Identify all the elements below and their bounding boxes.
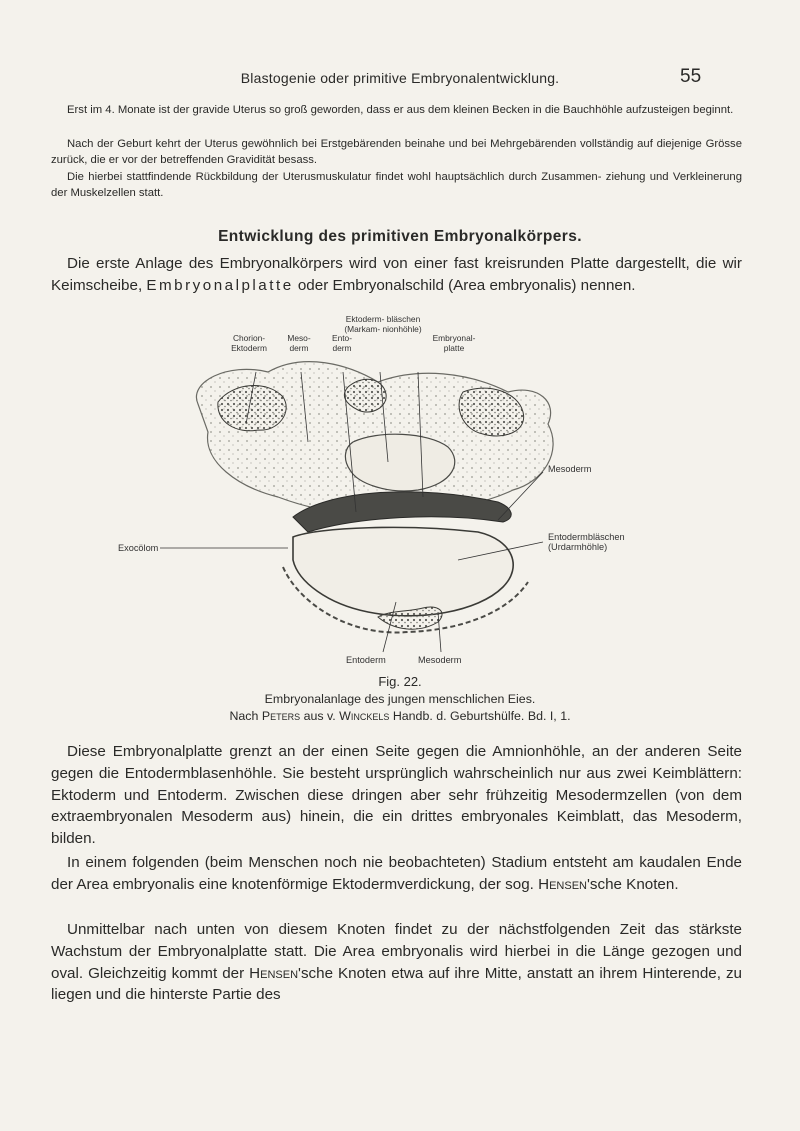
paragraph-wachstum xyxy=(51,919,742,1006)
paragraph-hensen-knoten xyxy=(51,852,742,896)
label-chorion-ektoderm: Chorion- Ektoderm xyxy=(231,333,267,353)
name-hensen-1: Hensen xyxy=(538,875,587,893)
caption-prefix: Nach xyxy=(229,709,262,723)
label-mesoderm-right: Mesoderm xyxy=(548,464,592,474)
page-number: 55 xyxy=(680,66,702,87)
label-mesoderm-top: Meso- derm xyxy=(287,333,311,353)
figure-caption-line-2 xyxy=(0,709,800,723)
intro-paragraph-3: Die hierbei stattfindende Rückbildung der Uterusmuskulatur findet wohl hauptsächlich durch Zusammen- ziehung und Verkleinerung der Muskelzellen statt. xyxy=(51,171,742,199)
entoderm-vesicle xyxy=(293,527,513,615)
caption-author-winckels: Winckels xyxy=(339,709,390,723)
paragraph-keimscheibe-text-a: Die erste Anlage des Embryonalkörpers wird von einer fast kreisrunden Platte dargestellt, die wir Keimscheibe, xyxy=(51,255,742,294)
paragraph-wachstum-text-a: Unmittelbar nach unten von diesem Knoten findet zu der nächstfolgenden Zeit das stärkste Wachstum der Embryonalplatte statt. Die Area embryonalis wird hierbei in die Länge gezogen und oval. Gleichzeitig kommt der xyxy=(51,921,742,982)
label-ektodermblaeschen: Ektoderm- bläschen (Markam- nionhöhle) xyxy=(344,314,422,334)
label-entoderm-bottom: Entoderm xyxy=(346,655,386,665)
figure-embryonal-anlage xyxy=(118,312,678,674)
paragraph-hensen-text-a: In einem folgenden (beim Menschen noch nie beobachteten) Stadium entsteht am kaudalen Ende der Area embryonalis eine knotenförmige Ektodermverdickung, der sog. xyxy=(51,854,742,893)
label-embryonalplatte: Embryonal- platte xyxy=(432,333,476,353)
label-entodermblaeschen: Entodermbläschen (Urdarmhöhle) xyxy=(548,532,625,552)
running-header xyxy=(0,66,800,94)
spaced-term-embryonalplatte: Embryonalplatte xyxy=(146,276,294,294)
paragraph-wachstum-text-b: 'sche Knoten etwa auf ihre Mitte, anstatt an ihrem Hinterende, zu liegen und die hinterste Partie des xyxy=(51,964,742,1004)
intro-paragraph-1: Erst im 4. Monate ist der gravide Uterus so groß geworden, dass er aus dem kleinen Becken in die Bauchhöhle aufzusteigen beginnt. xyxy=(67,104,734,116)
label-exocoelom: Exocölom xyxy=(118,543,159,553)
paragraph-keimscheibe xyxy=(51,253,742,297)
name-hensen-2: Hensen xyxy=(249,964,299,982)
section-heading: Entwicklung des primitiven Embryonalkörpers. xyxy=(218,228,582,245)
embryo-illustration xyxy=(118,312,678,674)
paragraph-embryonalplatte-grenzt: Diese Embryonalplatte grenzt an der einen Seite gegen die Amnionhöhle, an der anderen Seite gegen die Entodermblasenhöhle. Sie besteht ursprünglich wahrscheinlich nur aus zwei Keimblättern: Ektoderm und Entoderm. Zwischen diese dringen aber sehr frühzeitig Mesodermzellen (von dem extraembryonalen Mesoderm aus) hinein, die ein drittes embryonales Keimblatt, das Mesoderm, bilden. xyxy=(51,743,742,848)
caption-mid: aus v. xyxy=(300,709,340,723)
caption-author-peters: Peters xyxy=(261,709,301,723)
paragraph-hensen-text-b: 'sche Knoten. xyxy=(586,875,679,893)
paragraph-keimscheibe-text-b: oder Embryonalschild (Area embryonalis) nennen. xyxy=(293,276,636,294)
running-title: Blastogenie oder primitive Embryonalentwicklung. xyxy=(240,70,560,86)
figure-number: Fig. 22. xyxy=(378,674,422,689)
label-mesoderm-bottom: Mesoderm xyxy=(418,655,462,665)
figure-caption-line-1: Embryonalanlage des jungen menschlichen Eies. xyxy=(264,692,536,706)
label-entoderm-top: Ento- derm xyxy=(331,333,353,353)
intro-paragraph-2: Nach der Geburt kehrt der Uterus gewöhnlich bei Erstgebärenden beinahe und bei Mehrgebärenden vollständig auf diejenige Grösse zurück, die er vor der betreffenden Gravidität besass. xyxy=(51,138,742,166)
caption-suffix: Handb. d. Geburtshülfe. Bd. I, 1. xyxy=(389,709,571,723)
